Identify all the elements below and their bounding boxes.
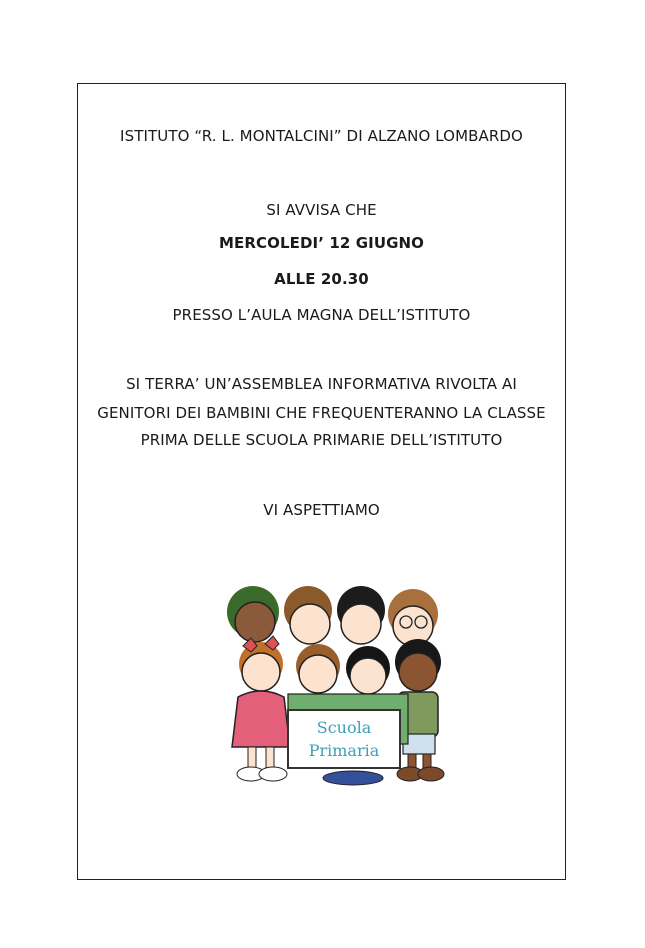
body-line-1: SI TERRA’ UN’ASSEMBLEA INFORMATIVA RIVOLTA AI — [126, 375, 517, 393]
child-face — [235, 602, 275, 642]
sign-line-2: Primaria — [308, 741, 380, 760]
sign-line-1: Scuola — [316, 718, 372, 737]
school-header: ISTITUTO “R. L. MONTALCINI” DI ALZANO LOMBARDO — [120, 127, 523, 145]
notice-frame — [77, 83, 566, 880]
event-place: PRESSO L’AULA MAGNA DELL’ISTITUTO — [172, 306, 471, 324]
body-line-3: PRIMA DELLE SCUOLA PRIMARIE DELL’ISTITUTO — [140, 431, 503, 449]
body-line-2: GENITORI DEI BAMBINI CHE FREQUENTERANNO LA CLASSE — [97, 404, 546, 422]
child-face — [290, 604, 330, 644]
intro-text: SI AVVISA CHE — [266, 201, 377, 219]
children-illustration — [213, 582, 463, 792]
child-face — [242, 653, 280, 691]
child-face — [399, 653, 437, 691]
child-face — [350, 658, 386, 694]
child-face — [341, 604, 381, 644]
child-dress — [232, 691, 290, 747]
event-time: ALLE 20.30 — [274, 270, 369, 288]
closing-text: VI ASPETTIAMO — [263, 501, 380, 519]
event-date: MERCOLEDI’ 12 GIUGNO — [218, 234, 425, 252]
child-face — [299, 655, 337, 693]
